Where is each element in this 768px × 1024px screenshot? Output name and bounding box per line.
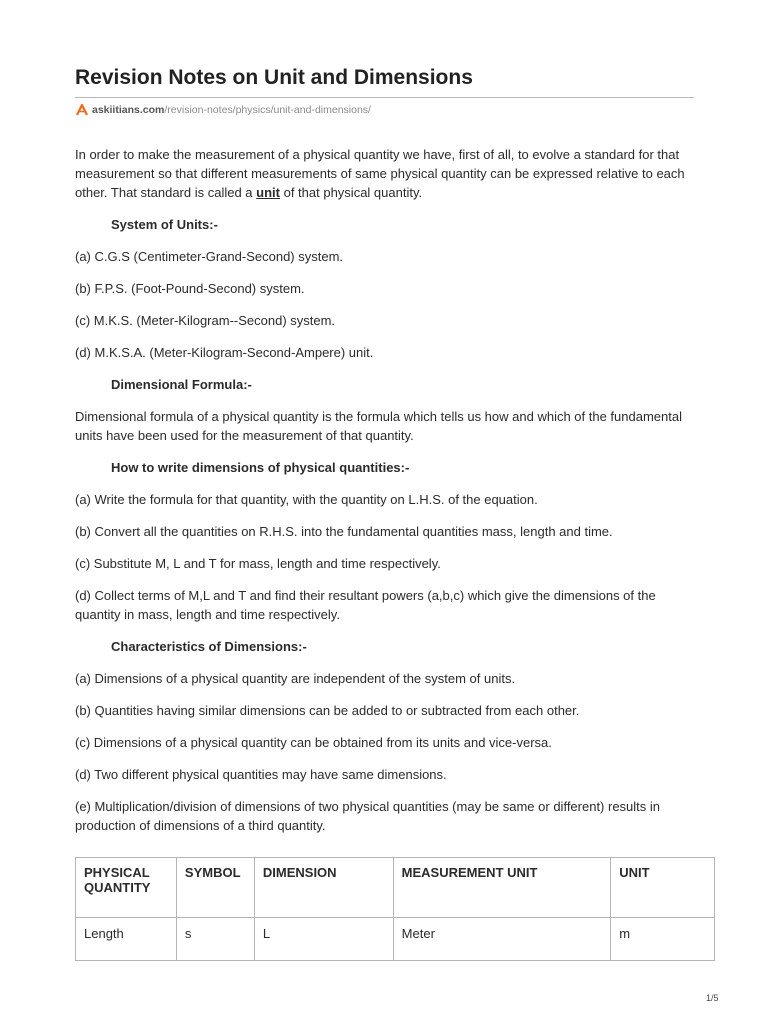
unit-term: unit xyxy=(256,185,280,200)
list-item: (a) C.G.S (Centimeter-Grand-Second) system. xyxy=(75,249,344,264)
how-to-write-heading: How to write dimensions of physical quantities:- xyxy=(111,460,410,475)
system-of-units-heading: System of Units:- xyxy=(111,217,218,232)
page-title: Revision Notes on Unit and Dimensions xyxy=(75,66,473,89)
intro-text-after: of that physical quantity. xyxy=(279,185,423,200)
source-url[interactable] xyxy=(75,103,371,117)
column-header: SYMBOL xyxy=(176,858,254,918)
list-item: (d) Collect terms of M,L and T and find their resultant powers (a,b,c) which give the dimensions of the quantity in mass, length and time respectively. xyxy=(75,588,656,622)
list-item: (a) Dimensions of a physical quantity are independent of the system of units. xyxy=(75,671,516,686)
table-cell: Length xyxy=(76,918,177,961)
page-number: 1/5 xyxy=(706,993,719,1003)
units-table xyxy=(75,857,715,961)
list-item: (c) Dimensions of a physical quantity can be obtained from its units and vice-versa. xyxy=(75,735,552,750)
source-domain: askiitians.com xyxy=(92,104,165,116)
column-header: PHYSICAL QUANTITY xyxy=(76,858,177,918)
list-item: (b) Quantities having similar dimensions can be added to or subtracted from each other. xyxy=(75,703,580,718)
source-path: /revision-notes/physics/unit-and-dimensions/ xyxy=(164,104,371,116)
askiitians-logo-icon xyxy=(75,103,89,117)
table-cell: Meter xyxy=(393,918,611,961)
table-row xyxy=(76,918,715,961)
column-header: DIMENSION xyxy=(254,858,393,918)
table-cell: s xyxy=(176,918,254,961)
list-item: (c) Substitute M, L and T for mass, length and time respectively. xyxy=(75,556,441,571)
column-header: MEASUREMENT UNIT xyxy=(393,858,611,918)
list-item: (d) M.K.S.A. (Meter-Kilogram-Second-Ampere) unit. xyxy=(75,345,374,360)
table-cell: L xyxy=(254,918,393,961)
list-item: (b) Convert all the quantities on R.H.S. into the fundamental quantities mass, length and time. xyxy=(75,524,613,539)
list-item: (a) Write the formula for that quantity, with the quantity on L.H.S. of the equation. xyxy=(75,492,538,507)
list-item: (e) Multiplication/division of dimensions of two physical quantities (may be same or different) results in production of dimensions of a third quantity. xyxy=(75,799,661,833)
intro-text-before: In order to make the measurement of a physical quantity we have, first of all, to evolve a standard for that measurement so that different measurements of same physical quantity can be expressed relative to each other. That standard is called a xyxy=(75,147,685,200)
intro-paragraph xyxy=(75,145,700,202)
column-header: UNIT xyxy=(611,858,715,918)
document-body xyxy=(75,145,700,848)
dimensional-formula-heading: Dimensional Formula:- xyxy=(111,377,252,392)
characteristics-heading: Characteristics of Dimensions:- xyxy=(111,639,307,654)
list-item: (d) Two different physical quantities may have same dimensions. xyxy=(75,767,447,782)
table-header-row xyxy=(76,858,715,918)
list-item: (c) M.K.S. (Meter-Kilogram--Second) system. xyxy=(75,313,336,328)
table-cell: m xyxy=(611,918,715,961)
dimensional-formula-text: Dimensional formula of a physical quantity is the formula which tells us how and which of the fundamental units have been used for the measurement of that quantity. xyxy=(75,409,682,443)
list-item: (b) F.P.S. (Foot-Pound-Second) system. xyxy=(75,281,305,296)
title-divider xyxy=(75,97,694,98)
